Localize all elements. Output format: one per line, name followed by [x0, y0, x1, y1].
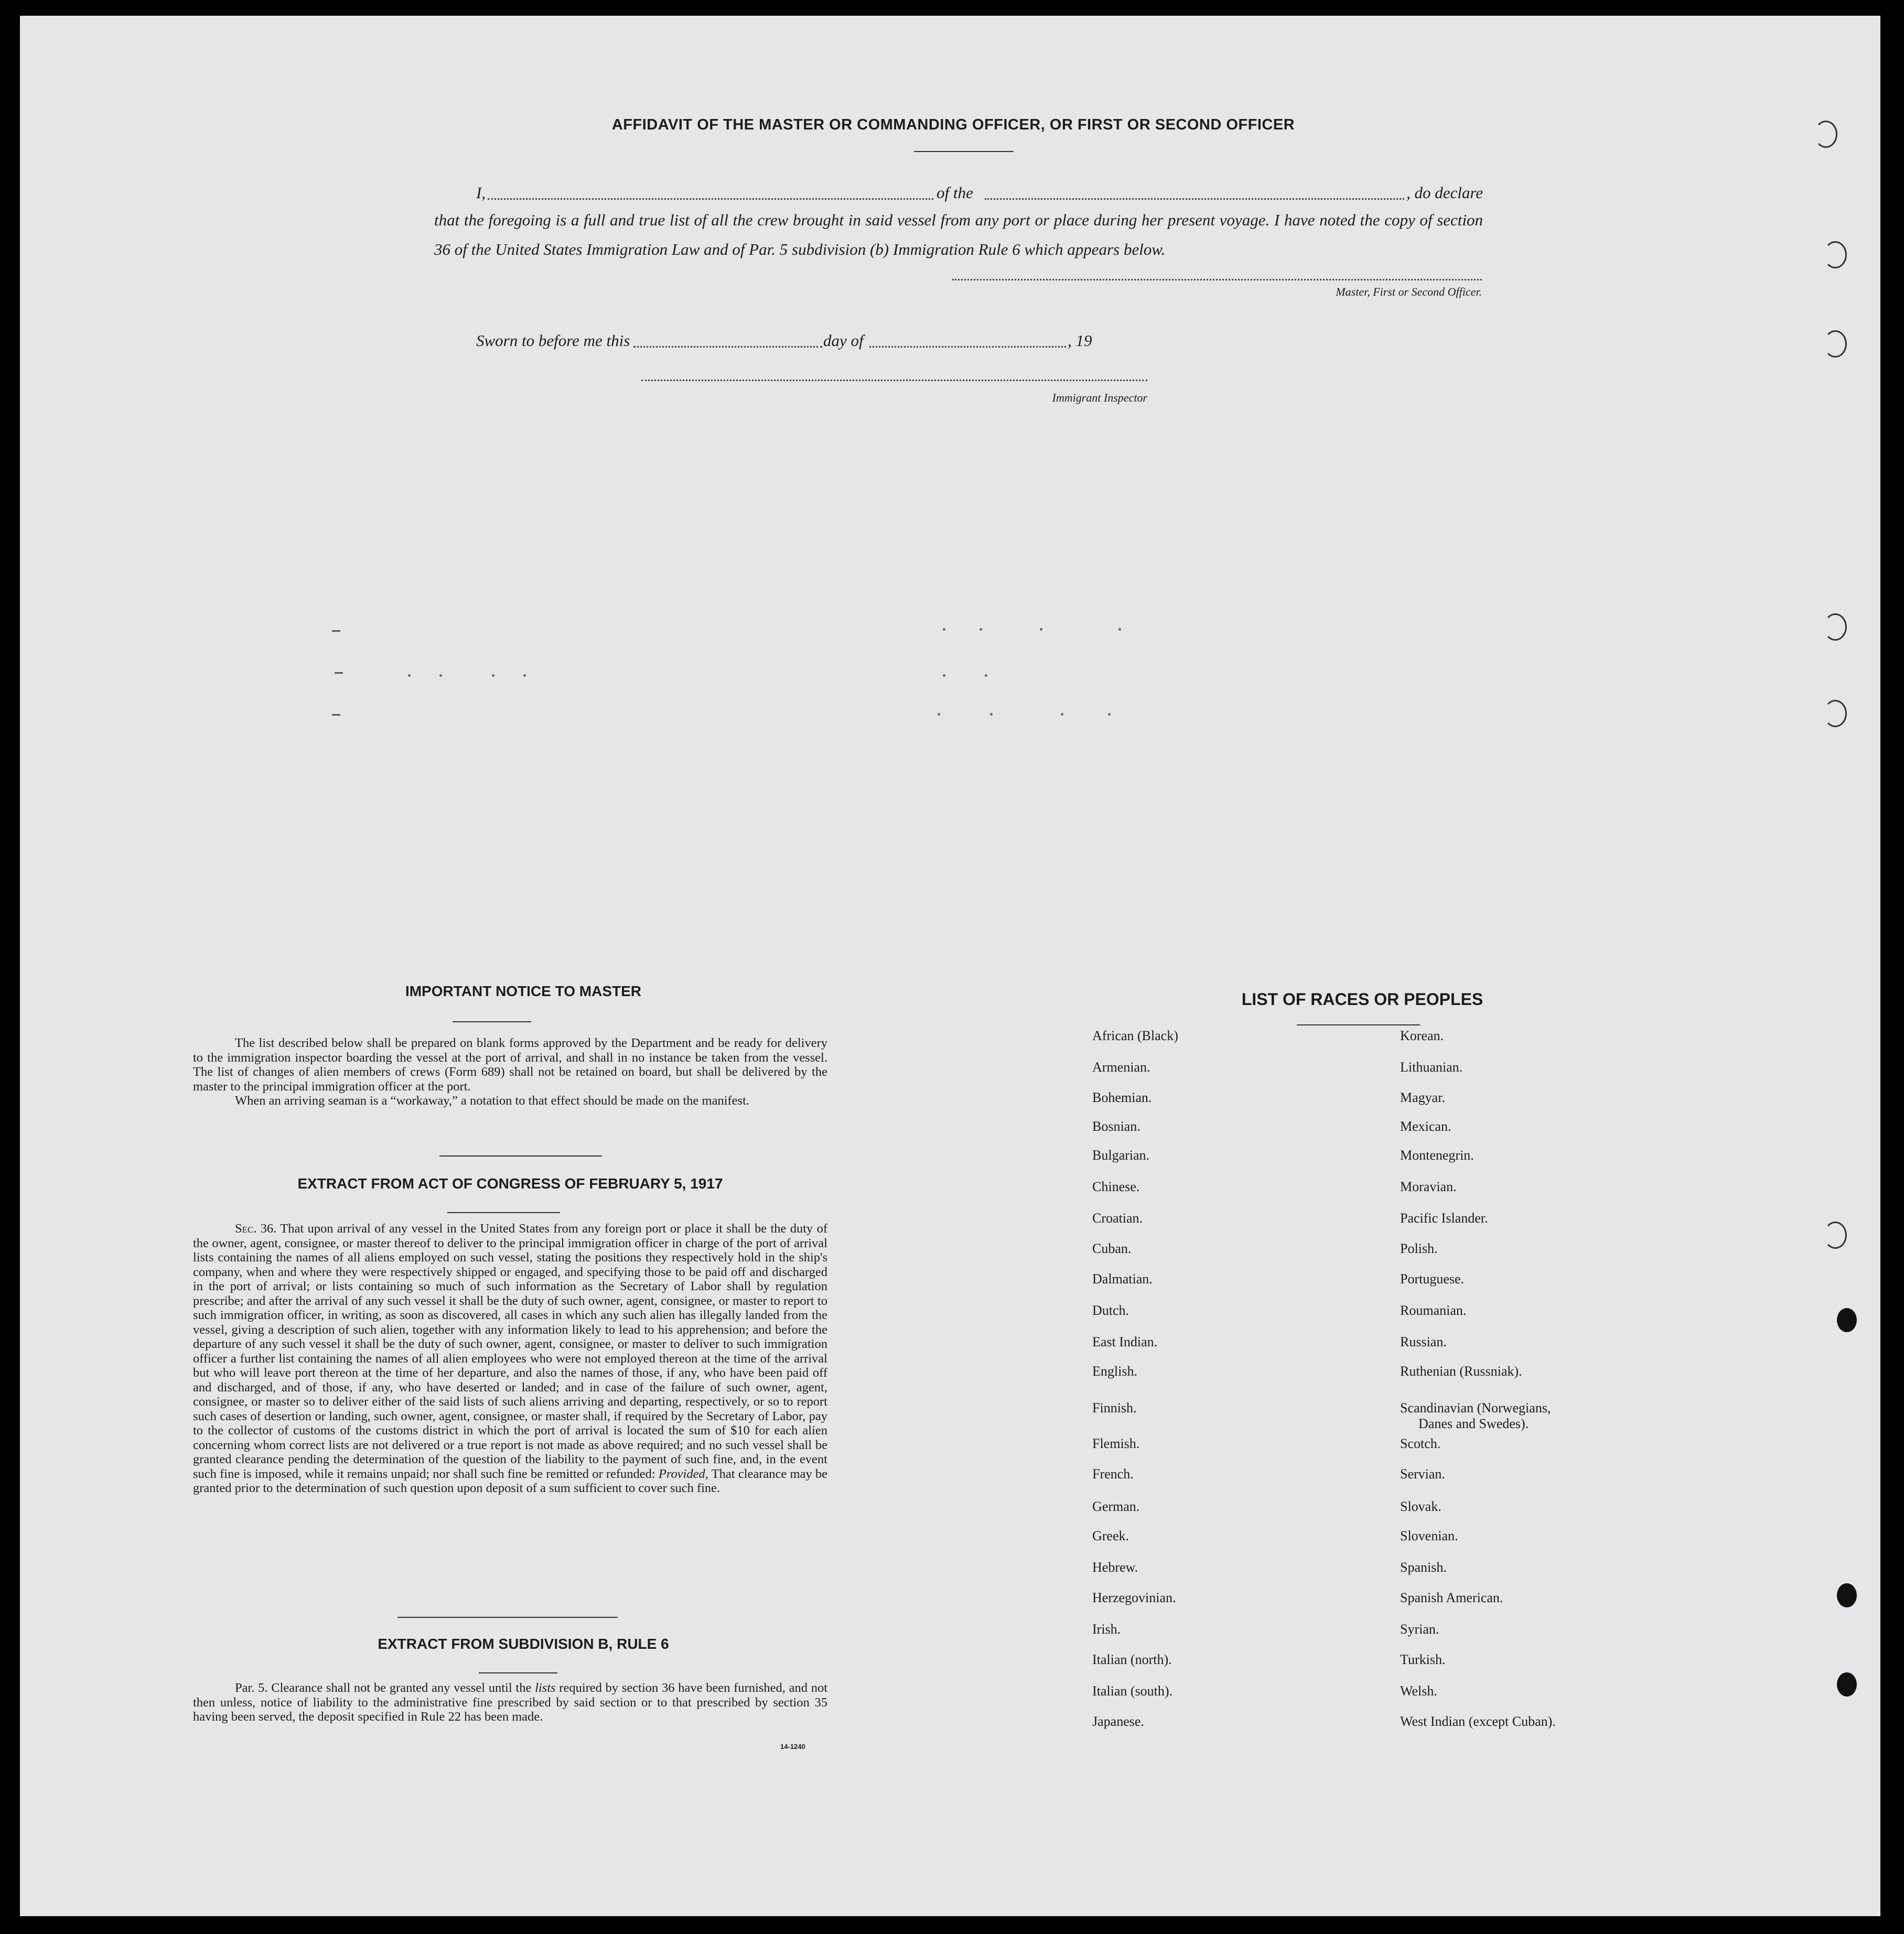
- sworn-day-of-label: day of: [823, 331, 864, 350]
- race-item: Turkish.: [1400, 1652, 1446, 1667]
- act-title-rule: [447, 1212, 560, 1213]
- vessel-name-blank: [985, 198, 1404, 200]
- inspector-caption: Immigrant Inspector: [1052, 391, 1147, 404]
- race-item: Greek.: [1092, 1528, 1130, 1543]
- race-item: Armenian.: [1092, 1060, 1150, 1075]
- race-item-continuation: Danes and Swedes).: [1418, 1416, 1529, 1431]
- race-item: Spanish American.: [1400, 1590, 1503, 1605]
- stray-dot: [943, 674, 945, 677]
- stray-mark: [335, 672, 343, 674]
- declarant-name-blank: [488, 198, 933, 200]
- declaration-declare-label: , do declare: [1406, 183, 1483, 202]
- race-item: Irish.: [1092, 1622, 1121, 1637]
- act-section-36-text: [193, 1222, 827, 1496]
- race-item: French.: [1092, 1466, 1134, 1482]
- master-signature-caption: Master, First or Second Officer.: [1336, 285, 1482, 298]
- punch-hole: [1837, 1672, 1857, 1697]
- race-item: Bohemian.: [1092, 1090, 1152, 1105]
- rule6-text-start: Par. 5. Clearance shall not be granted any vessel until the: [235, 1681, 532, 1695]
- race-item: Herzegovinian.: [1092, 1590, 1176, 1605]
- rule6-lists-word: lists: [535, 1681, 556, 1695]
- act-text-main: That upon arrival of any vessel in the United States from any foreign port or place it shall be the duty of the owner, agent, consignee, or master thereof to deliver to the principal immigration officer in charge of the port of arrival lists containing the names of all aliens employed on such vessel, stating the positions they respectively hold in the ship's company, when and where they were respectively shipped or engaged, and specifying those to be paid off and discharged in the port of arrival; or lists containing so much of such information as the Secretary of Labor shall by regulation prescribe; and after the arrival of any such vessel it shall be the duty of such owner, agent, consignee, or master to report to such immigration officer, in writing, as soon as discovered, all cases in which any such alien has illegally landed from the vessel, giving a description of such alien, together with any information likely to lead to his apprehension; and before the departure of any such vessel it shall be the duty of such owner, agent, consignee, or master to deliver to such immigration officer a further list containing the names of all alien employees who were not employed thereon at the time of the arrival but who will leave port thereon at the time of her departure, and also the names of those, if any, who have been paid off and discharged, and of those, if any, who have deserted or landed; and in case of the failure of such owner, agent, consignee, or master so to deliver either of the said lists of such aliens arriving and departing, respectively, or so to report such cases of desertion or landing, such owner, agent, consignee, or master shall, if required by the Secretary of Labor, pay to the collector of customs of the customs district in which the port of arrival is located the sum of $10 for each alien concerning whom correct lists are not delivered or a true report is not made as above required; and no such vessel shall be granted clearance pending the determination of the question of the liability to the payment of such fine, and, in the event such fine is imposed, while it remains unpaid; nor shall such fine be remitted or refunded:: [193, 1222, 828, 1481]
- race-item: Italian (north).: [1092, 1652, 1172, 1667]
- races-title-rule: [1297, 1024, 1420, 1025]
- affidavit-title: AFFIDAVIT OF THE MASTER OR COMMANDING OFFICER, OR FIRST OR SECOND OFFICER: [611, 116, 1295, 133]
- punch-hole: [1824, 1222, 1847, 1249]
- punch-hole: [1824, 613, 1847, 641]
- rule6-paragraph: [193, 1681, 827, 1724]
- notice-body: [193, 1036, 827, 1108]
- race-item: Hebrew.: [1092, 1560, 1138, 1575]
- stray-dot: [408, 674, 411, 677]
- act-text-end: That clearance may be granted prior to the determination of such question upon deposit of a sum sufficient to cover such fine.: [193, 1466, 828, 1495]
- stray-dot: [938, 713, 940, 716]
- race-item: Servian.: [1400, 1466, 1445, 1482]
- notice-paragraph-1: The list described below shall be prepared on blank forms approved by the Department and be ready for delivery to the immigration inspector boarding the vessel at the port of arrival, and shall in no instance be taken from the vessel. The list of changes of alien members of crews (Form 689) shall not be retained on board, but shall be delivered by the master to the principal immigration officer at the port.: [193, 1036, 827, 1094]
- race-item: Korean.: [1400, 1028, 1444, 1043]
- race-item: Lithuanian.: [1400, 1060, 1463, 1075]
- punch-hole: [1824, 241, 1847, 268]
- race-item: Croatian.: [1092, 1211, 1143, 1226]
- sworn-month-blank: [869, 346, 1066, 348]
- notice-title: IMPORTANT NOTICE TO MASTER: [405, 983, 642, 999]
- stray-dot: [1040, 628, 1042, 631]
- rule6-text-end: required by section 36 have been furnished, and not then unless, notice of liability to the administrative fine prescribed by said section or to that prescribed by section 35 having been served, the deposit specified in Rule 22 has been made.: [193, 1681, 828, 1724]
- race-item: Japanese.: [1092, 1714, 1144, 1729]
- race-item: Scandinavian (Norwegians,: [1400, 1400, 1551, 1416]
- rule6-body: [193, 1681, 827, 1724]
- race-item: Italian (south).: [1092, 1683, 1173, 1699]
- race-item: Polish.: [1400, 1241, 1438, 1256]
- affidavit-title-rule: [914, 151, 1014, 152]
- race-item: Cuban.: [1092, 1241, 1132, 1256]
- race-item: Mexican.: [1400, 1119, 1451, 1134]
- race-item: German.: [1092, 1499, 1140, 1514]
- rule6-title: EXTRACT FROM SUBDIVISION B, RULE 6: [378, 1636, 669, 1652]
- race-item: Welsh.: [1400, 1683, 1437, 1699]
- race-item: Flemish.: [1092, 1436, 1140, 1451]
- rule6-title-rule: [479, 1672, 557, 1673]
- stray-mark: [332, 714, 340, 716]
- declaration-of-the-label: of the: [937, 183, 973, 202]
- notice-title-rule: [453, 1021, 531, 1022]
- race-item: Finnish.: [1092, 1400, 1137, 1416]
- punch-hole: [1814, 121, 1837, 148]
- race-item: Syrian.: [1400, 1622, 1439, 1637]
- race-item: African (Black): [1092, 1028, 1178, 1043]
- race-item: Portuguese.: [1400, 1271, 1465, 1287]
- act-provided-word: Provided,: [658, 1466, 708, 1481]
- stray-dot: [523, 674, 526, 677]
- race-item: West Indian (except Cuban).: [1400, 1714, 1556, 1729]
- race-item: Spanish.: [1400, 1560, 1447, 1575]
- affidavit-declaration-line: [476, 183, 1483, 207]
- race-item: Roumanian.: [1400, 1303, 1467, 1318]
- race-item: East Indian.: [1092, 1334, 1158, 1349]
- act-section-36: [193, 1222, 827, 1496]
- punch-hole: [1837, 1308, 1857, 1332]
- punch-hole: [1824, 330, 1847, 358]
- race-item: Moravian.: [1400, 1179, 1457, 1194]
- race-item: Magyar.: [1400, 1090, 1445, 1105]
- declaration-i-label: I,: [476, 183, 486, 202]
- race-item: Ruthenian (Russniak).: [1400, 1364, 1522, 1379]
- race-item: English.: [1092, 1364, 1137, 1379]
- inspector-signature-line: [641, 380, 1147, 381]
- stray-dot: [492, 674, 494, 677]
- sworn-line: [476, 331, 1158, 354]
- stray-mark: [332, 630, 340, 632]
- act-top-rule: [439, 1155, 602, 1157]
- notice-paragraph-2: When an arriving seaman is a “workaway,” a notation to that effect should be made on the manifest.: [235, 1094, 750, 1108]
- stray-dot: [943, 628, 945, 631]
- form-number: 14-1240: [780, 1743, 805, 1751]
- race-item: Slovenian.: [1400, 1528, 1458, 1543]
- race-item: Montenegrin.: [1400, 1148, 1474, 1163]
- stray-dot: [1061, 713, 1063, 716]
- rule6-top-rule: [397, 1617, 618, 1618]
- race-item: Dutch.: [1092, 1303, 1130, 1318]
- stray-dot: [980, 628, 982, 631]
- races-title: LIST OF RACES OR PEOPLES: [1241, 990, 1483, 1009]
- stray-dot: [1118, 628, 1121, 631]
- affidavit-statement: that the foregoing is a full and true list of all the crew brought in said vessel from any port or place during her present voyage. I have noted the copy of section 36 of the United States Immigration Law and of Par. 5 subdivision (b) Immigration Rule 6 which appears below.: [434, 211, 1483, 258]
- punch-hole: [1824, 700, 1847, 727]
- sworn-year-label: , 19: [1068, 331, 1092, 350]
- race-item: Bulgarian.: [1092, 1148, 1150, 1163]
- act-title: EXTRACT FROM ACT OF CONGRESS OF FEBRUARY 5, 1917: [297, 1175, 723, 1192]
- master-signature-line: [952, 279, 1482, 280]
- sworn-prefix: Sworn to before me this: [476, 331, 630, 350]
- race-item: Russian.: [1400, 1334, 1447, 1349]
- race-item: Pacific Islander.: [1400, 1211, 1488, 1226]
- act-section-label: Sec. 36.: [235, 1222, 277, 1236]
- sworn-day-blank: [633, 346, 822, 348]
- race-item: Chinese.: [1092, 1179, 1140, 1194]
- race-item: Bosnian.: [1092, 1119, 1141, 1134]
- punch-hole: [1837, 1583, 1857, 1607]
- stray-dot: [990, 713, 993, 716]
- stray-dot: [985, 674, 987, 677]
- document-page: [20, 16, 1880, 1916]
- race-item: Slovak.: [1400, 1499, 1442, 1514]
- stray-dot: [1108, 713, 1111, 716]
- race-item: Dalmatian.: [1092, 1271, 1153, 1287]
- race-item: Scotch.: [1400, 1436, 1441, 1451]
- stray-dot: [439, 674, 442, 677]
